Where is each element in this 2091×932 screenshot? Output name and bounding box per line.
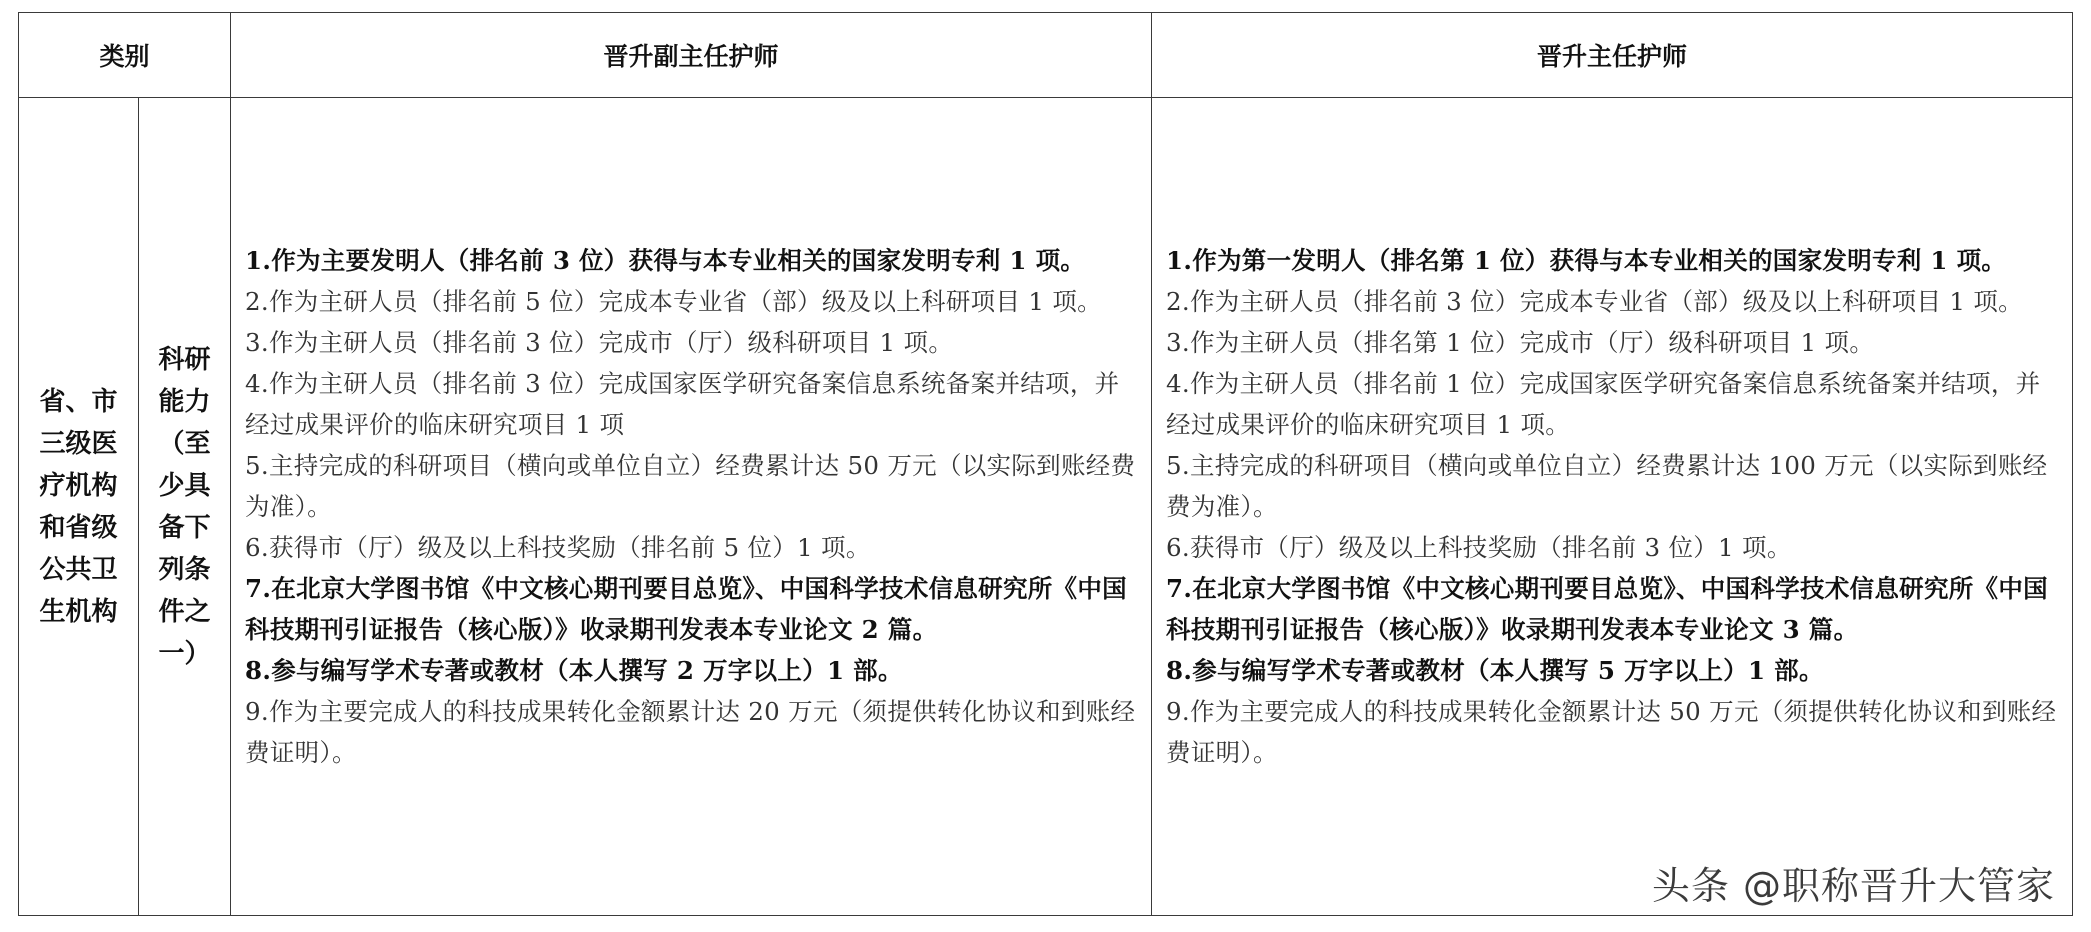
deputy-requirements-cell xyxy=(231,98,1152,916)
category-cell xyxy=(19,98,139,916)
chief-item-8: 8.参与编写学术专著或教材（本人撰写 5 万字以上）1 部。 xyxy=(1166,656,1824,685)
chief-item-5: 5.主持完成的科研项目（横向或单位自立）经费累计达 100 万元（以实际到账经费为准）。 xyxy=(1166,451,2048,521)
subcategory-label: 科研能力（至少具备下列条件之一） xyxy=(158,344,211,669)
deputy-requirements-list xyxy=(245,240,1139,773)
deputy-item-9: 9.作为主要完成人的科技成果转化金额累计达 20 万元（须提供转化协议和到账经费证明）。 xyxy=(245,697,1136,767)
header-category: 类别 xyxy=(19,13,231,98)
subcategory-cell xyxy=(139,98,231,916)
chief-item-7: 7.在北京大学图书馆《中文核心期刊要目总览》、中国科学技术信息研究所《中国科技期刊引证报告（核心版）》收录期刊发表本专业论文 3 篇。 xyxy=(1166,574,2048,644)
research-ability-row xyxy=(19,98,2073,916)
deputy-item-5: 5.主持完成的科研项目（横向或单位自立）经费累计达 50 万元（以实际到账经费为准）。 xyxy=(245,451,1136,521)
deputy-item-4: 4.作为主研人员（排名前 3 位）完成国家医学研究备案信息系统备案并结项，并经过成果评价的临床研究项目 1 项 xyxy=(245,369,1120,439)
deputy-item-3: 3.作为主研人员（排名前 3 位）完成市（厅）级科研项目 1 项。 xyxy=(245,328,954,357)
deputy-item-7: 7.在北京大学图书馆《中文核心期刊要目总览》、中国科学技术信息研究所《中国科技期刊引证报告（核心版）》收录期刊发表本专业论文 2 篇。 xyxy=(245,574,1127,644)
chief-item-3: 3.作为主研人员（排名第 1 位）完成市（厅）级科研项目 1 项。 xyxy=(1166,328,1875,357)
deputy-item-1: 1.作为主要发明人（排名前 3 位）获得与本专业相关的国家发明专利 1 项。 xyxy=(245,246,1086,275)
chief-requirements-list xyxy=(1166,240,2060,773)
source-watermark: 头条 @职称晋升大管家 xyxy=(1652,855,2055,910)
chief-item-4: 4.作为主研人员（排名前 1 位）完成国家医学研究备案信息系统备案并结项，并经过成果评价的临床研究项目 1 项。 xyxy=(1166,369,2041,439)
chief-item-1: 1.作为第一发明人（排名第 1 位）获得与本专业相关的国家发明专利 1 项。 xyxy=(1166,246,2007,275)
header-chief-nurse: 晋升主任护师 xyxy=(1152,13,2073,98)
deputy-item-8: 8.参与编写学术专著或教材（本人撰写 2 万字以上）1 部。 xyxy=(245,656,903,685)
chief-item-2: 2.作为主研人员（排名前 3 位）完成本专业省（部）级及以上科研项目 1 项。 xyxy=(1166,287,2023,316)
header-row xyxy=(19,13,2073,98)
deputy-item-6: 6.获得市（厅）级及以上科技奖励（排名前 5 位）1 项。 xyxy=(245,533,871,562)
category-label: 省、市三级医疗机构和省级公共卫生机构 xyxy=(39,386,118,627)
chief-item-6: 6.获得市（厅）级及以上科技奖励（排名前 3 位）1 项。 xyxy=(1166,533,1792,562)
header-deputy-chief-nurse: 晋升副主任护师 xyxy=(231,13,1152,98)
chief-requirements-cell xyxy=(1152,98,2073,916)
deputy-item-2: 2.作为主研人员（排名前 5 位）完成本专业省（部）级及以上科研项目 1 项。 xyxy=(245,287,1102,316)
requirements-table xyxy=(18,12,2073,916)
chief-item-9: 9.作为主要完成人的科技成果转化金额累计达 50 万元（须提供转化协议和到账经费证明）。 xyxy=(1166,697,2057,767)
